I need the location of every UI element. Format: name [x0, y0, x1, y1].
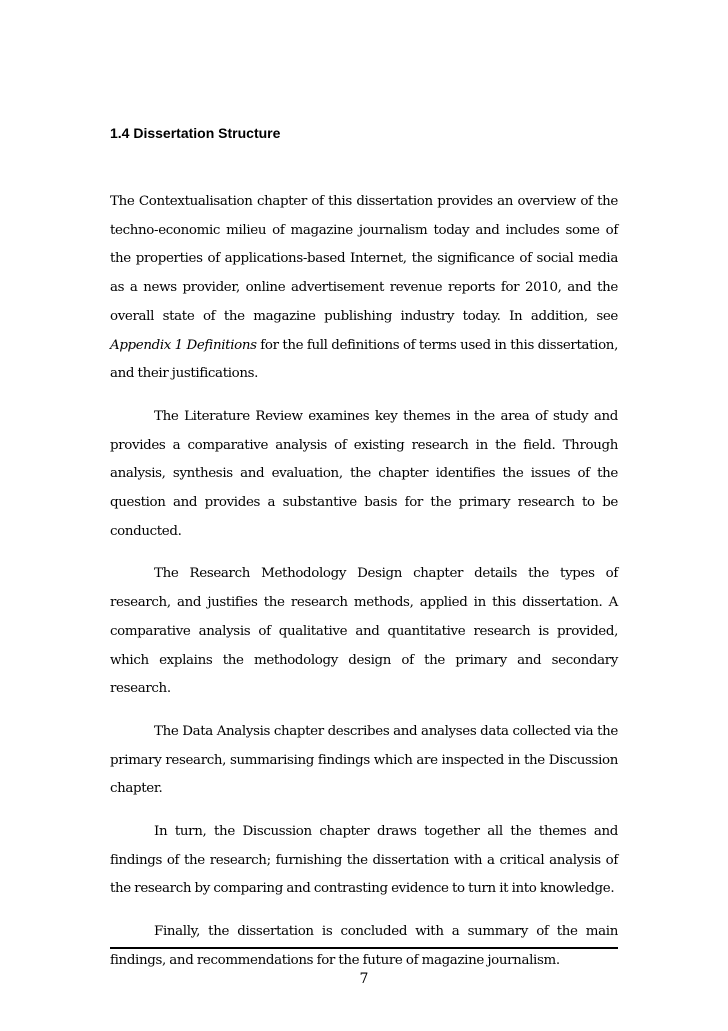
paragraph-contextualisation — [110, 188, 618, 389]
paragraph-conclusion: Finally, the dissertation is concluded with a summary of the main findings, and recommendations for the future of magazine journalism. — [110, 924, 618, 968]
paragraph-discussion: In turn, the Discussion chapter draws together all the themes and findings of the research; furnishing the dissertation with a critical analysis of the research by comparing and contrasting evidence to turn it into knowledge. — [110, 824, 618, 897]
body-text — [110, 188, 618, 990]
section-heading: 1.4 Dissertation Structure — [110, 125, 281, 141]
paragraph-data-analysis: The Data Analysis chapter describes and analyses data collected via the primary research, summarising findings which are inspected in the Discussion chapter. — [110, 723, 618, 797]
paragraph-text: The Contextualisation chapter of this dissertation provides an overview of the techno-economic milieu of magazine journalism today and includes some of the properties of applications-based Internet, the significance of social media as a news provider, online advertisement revenue reports for 2010, and the overall state of the magazine publishing industry today. In addition, see — [110, 194, 618, 324]
appendix-reference: Appendix 1 Definitions — [110, 337, 257, 353]
page-number: 7 — [359, 971, 369, 987]
footer-divider — [110, 947, 618, 949]
paragraph-text: for the full definitions of terms used in this dissertation, and their justifications. — [110, 337, 618, 382]
paragraph-research-methodology: The Research Methodology Design chapter details the types of research, and justifies the research methods, applied in this dissertation. A comparative analysis of qualitative and quantitative research is provided, which explains the methodology design of the primary and secondary research. — [110, 566, 618, 697]
paragraph-literature-review: The Literature Review examines key themes in the area of study and provides a comparative analysis of existing research in the field. Through analysis, synthesis and evaluation, the chapter identifies the issues of the question and provides a substantive basis for the primary research to be conducted. — [110, 408, 618, 539]
